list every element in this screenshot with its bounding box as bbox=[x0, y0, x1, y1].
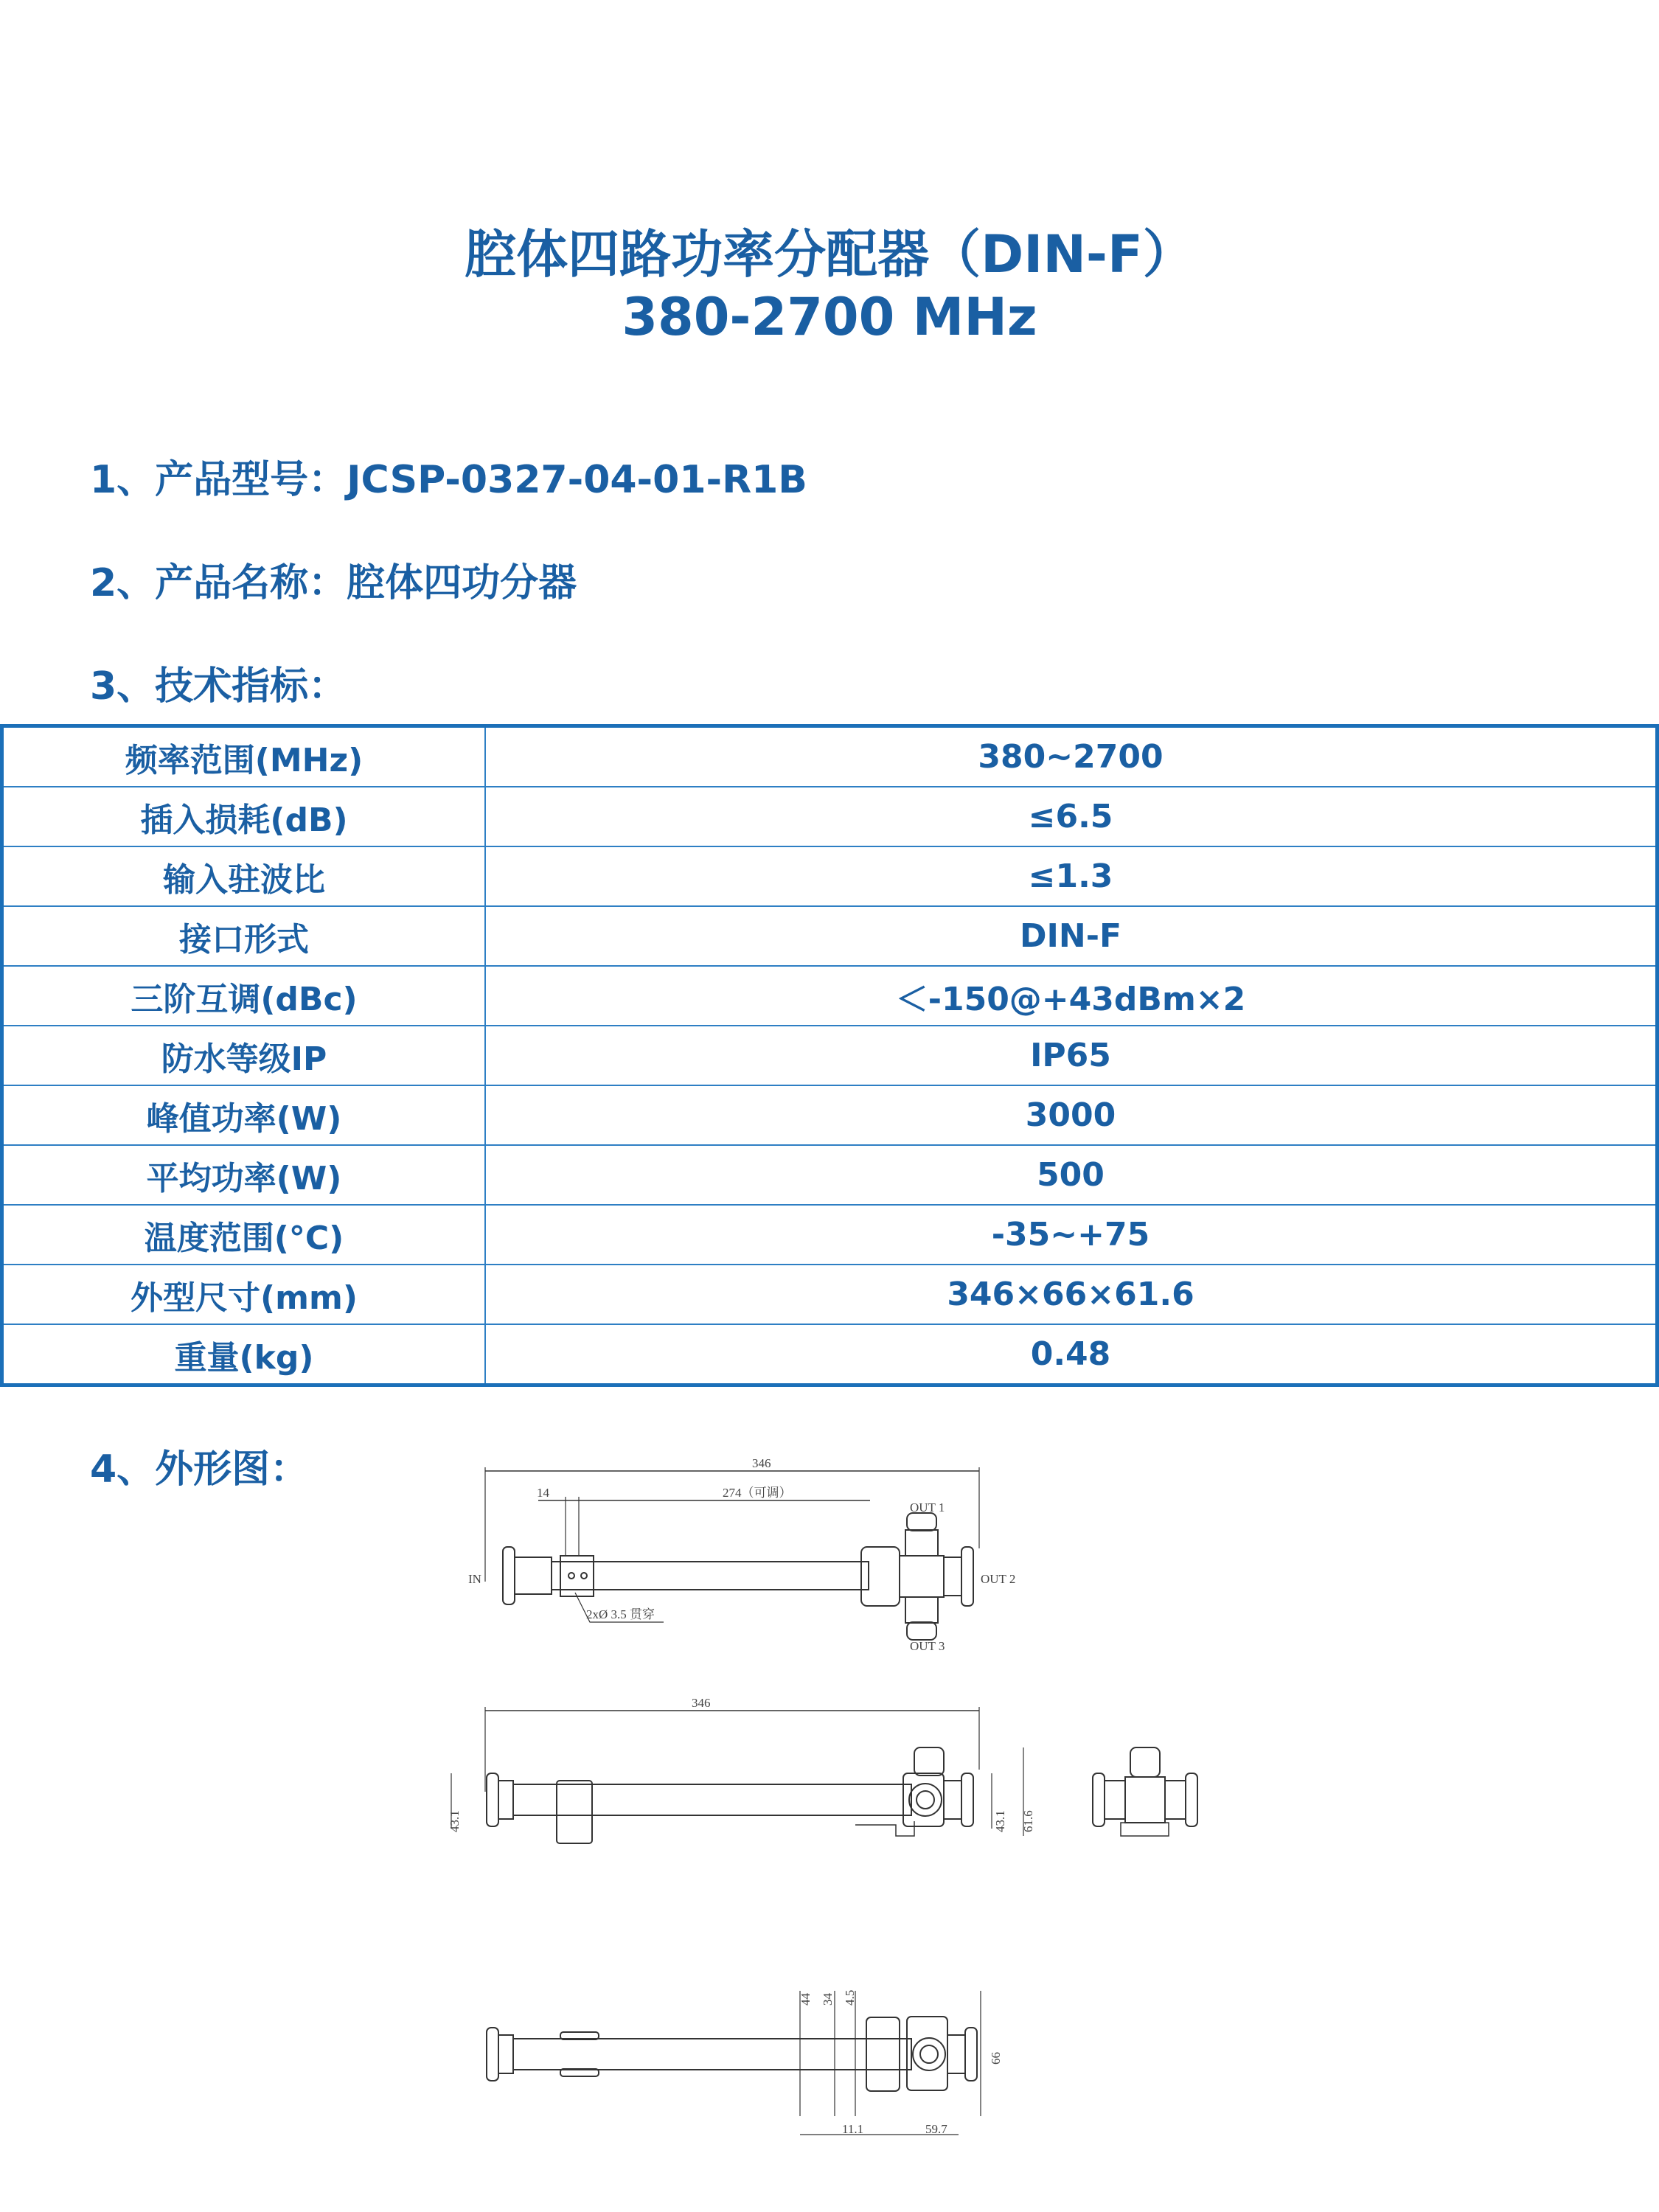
label-in: IN bbox=[468, 1572, 481, 1586]
dim-front-overall: 346 bbox=[692, 1696, 711, 1710]
spec-param: 插入损耗(dB) bbox=[2, 787, 486, 846]
spec-param: 三阶互调(dBc) bbox=[2, 966, 486, 1026]
spec-value: 0.48 bbox=[485, 1324, 1658, 1385]
spec-value: ≤6.5 bbox=[485, 787, 1658, 846]
spec-param: 外型尺寸(mm) bbox=[2, 1265, 486, 1324]
dim-top-adjust: 274（可调） bbox=[723, 1486, 792, 1500]
spec-value: ＜-150@+43dBm×2 bbox=[485, 966, 1658, 1026]
dim-top-overall: 346 bbox=[752, 1456, 771, 1470]
spec-value: 380~2700 bbox=[485, 726, 1658, 787]
dim-bottom-44: 44 bbox=[799, 1993, 813, 2006]
dim-bottom-34: 34 bbox=[821, 1993, 835, 2006]
label-out2: OUT 2 bbox=[981, 1572, 1016, 1586]
dim-bottom-45: 4.5 bbox=[843, 1989, 857, 2006]
spec-param: 峰值功率(W) bbox=[2, 1085, 486, 1145]
dim-top-left: 14 bbox=[537, 1486, 549, 1500]
hole-note: 2xØ 3.5 贯穿 bbox=[586, 1607, 655, 1621]
spec-value: DIN-F bbox=[485, 906, 1658, 966]
dim-bottom-66: 66 bbox=[989, 2052, 1003, 2065]
dim-front-h-total: 61.6 bbox=[1021, 1810, 1035, 1832]
section-model: 1、产品型号：JCSP-0327-04-01-R1B bbox=[90, 458, 807, 502]
dim-bottom-597: 59.7 bbox=[925, 2122, 947, 2136]
section-specs: 3、技术指标： bbox=[90, 664, 347, 709]
spec-param: 重量(kg) bbox=[2, 1324, 486, 1385]
label-out1: OUT 1 bbox=[910, 1500, 945, 1514]
spec-param: 温度范围(°C) bbox=[2, 1205, 486, 1265]
spec-value: -35~+75 bbox=[485, 1205, 1658, 1265]
spec-value: 3000 bbox=[485, 1085, 1658, 1145]
section-name: 2、产品名称：腔体四功分器 bbox=[90, 561, 577, 605]
spec-value: IP65 bbox=[485, 1026, 1658, 1085]
page-title-line1: 腔体四路功率分配器（DIN-F） bbox=[465, 224, 1194, 285]
spec-param: 平均功率(W) bbox=[2, 1145, 486, 1205]
label-out3: OUT 3 bbox=[910, 1639, 945, 1653]
dim-front-h-left: 43.1 bbox=[448, 1810, 462, 1832]
spec-param: 频率范围(MHz) bbox=[2, 726, 486, 787]
spec-param: 输入驻波比 bbox=[2, 846, 486, 906]
spec-param: 防水等级IP bbox=[2, 1026, 486, 1085]
page-title-line2: 380-2700 MHz bbox=[622, 287, 1037, 347]
spec-value: 500 bbox=[485, 1145, 1658, 1205]
dim-front-h-right: 43.1 bbox=[993, 1810, 1007, 1832]
section-outline: 4、外形图： bbox=[90, 1447, 309, 1492]
dim-bottom-111: 11.1 bbox=[842, 2122, 864, 2136]
spec-value: 346×66×61.6 bbox=[485, 1265, 1658, 1324]
spec-value: ≤1.3 bbox=[485, 846, 1658, 906]
spec-param: 接口形式 bbox=[2, 906, 486, 966]
